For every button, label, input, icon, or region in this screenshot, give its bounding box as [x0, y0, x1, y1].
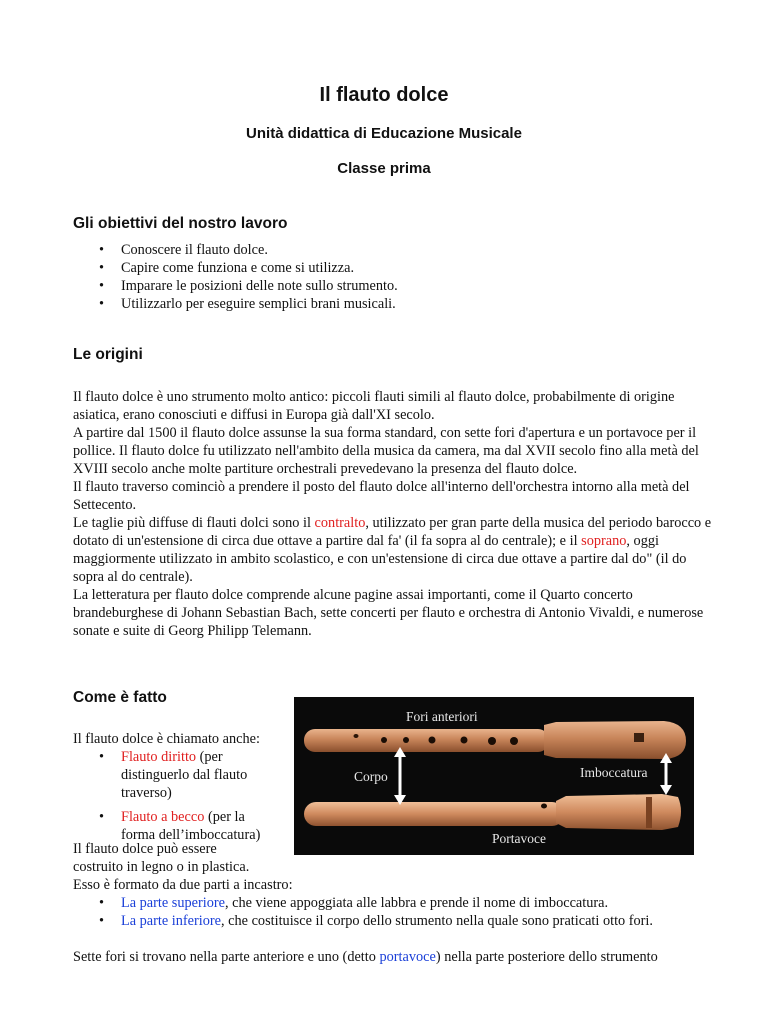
term-flauto-a-becco: Flauto a becco — [121, 809, 205, 825]
last-paragraph — [73, 948, 693, 966]
corpo-arrow — [394, 747, 406, 805]
recorder-upper — [304, 721, 686, 759]
label-portavoce: Portavoce — [492, 831, 546, 846]
paragraph: La letteratura per flauto dolce comprende alcune pagine assai importanti, come il Quarto concerto brandeburghese di Johann Sebastian Bach, sette concerti per flauto e orchestra di Antonio Vivaldi, e numerose sonate e suite di Georg Philipp Telemann. — [73, 587, 704, 639]
fatto-intro: Il flauto dolce è chiamato anche: — [73, 731, 260, 747]
term-parte-inferiore: La parte inferiore — [121, 913, 222, 929]
text-run: Sette fori si trovano nella parte anteriore e uno (detto — [73, 949, 380, 965]
text-line: Esso è formato da due parti a incastro: — [73, 877, 293, 893]
imboccatura-arrow — [660, 753, 672, 795]
text-run: traverso) — [121, 785, 172, 801]
class-label: Classe prima — [337, 160, 431, 177]
text-run: forma dell’imboccatura) — [121, 827, 261, 843]
list-item: • Capire come funziona e come si utilizza. — [73, 259, 713, 277]
origini-text — [73, 388, 713, 640]
paragraph: Il flauto dolce è uno strumento molto antico: piccoli flauti simili al flauto dolce, probabilmente di origine asiatica, erano conosciuti e diffusi in Europa già dall'XI secolo. — [73, 389, 675, 423]
list-item — [73, 748, 303, 802]
list-item — [73, 912, 713, 930]
term-parte-superiore: La parte superiore — [121, 895, 225, 911]
term-contralto: contralto — [314, 515, 366, 531]
text-run: (per — [196, 749, 223, 765]
recorder-lower — [304, 794, 681, 830]
page-subtitle: Unità didattica di Educazione Musicale — [246, 125, 522, 142]
label-fori-anteriori: Fori anteriori — [406, 709, 478, 724]
label-corpo: Corpo — [354, 769, 388, 784]
text-run: , che viene appoggiata alle labbra e prende il nome di imboccatura. — [225, 895, 609, 911]
text-run: ) nella parte posteriore dello strumento — [435, 949, 658, 965]
recorder-figure — [294, 697, 694, 855]
names-list — [73, 748, 303, 844]
list-item — [73, 808, 303, 844]
paragraph: A partire dal 1500 il flauto dolce assunse la sua forma standard, con sette fori d'apertura e un portavoce per il pollice. Il flauto dolce fu utilizzato nell'ambito della musica da camera, ma dal XVII secolo fino alla metà del XVIII secolo anche molte partiture orchestrali prevedevano la presenza del flauto dolce. — [73, 425, 699, 477]
text-line: costruito in legno o in plastica. — [73, 859, 250, 875]
list-item: • Utilizzarlo per eseguire semplici brani musicali. — [73, 295, 713, 313]
text-run: , utilizzato per gran parte della musica del periodo barocco e dotato di un'estensione di circa due ottave a partire dal fa' (il fa sopra al do centrale); e il — [73, 515, 712, 549]
paragraph — [73, 514, 713, 586]
label-imboccatura: Imboccatura — [580, 765, 648, 780]
paragraph: Il flauto traverso cominciò a prendere il posto del flauto dolce all'interno dell'orchestra intorno alla metà del Settecento. — [73, 479, 690, 513]
section-heading-origini: Le origini — [73, 346, 143, 363]
term-soprano: soprano — [581, 533, 627, 549]
list-item: • Conoscere il flauto dolce. — [73, 241, 713, 259]
term-flauto-diritto: Flauto diritto — [121, 749, 197, 765]
section-heading-fatto: Come è fatto — [73, 689, 167, 706]
objectives-list — [73, 241, 713, 313]
page-title: Il flauto dolce — [319, 84, 449, 106]
text-run: , oggi maggiormente utilizzato in ambito scolastico, e con un'estensione di circa due ottave a partire dal do" (il do sopra al do centrale). — [73, 533, 687, 585]
text-run: (per la — [204, 809, 245, 825]
term-portavoce: portavoce — [379, 949, 436, 965]
text-line: Il flauto dolce può essere — [73, 841, 217, 857]
list-item — [73, 894, 713, 912]
section-heading-obiettivi: Gli obiettivi del nostro lavoro — [73, 215, 288, 232]
text-run: Le taglie più diffuse di flauti dolci sono il — [73, 515, 315, 531]
text-run: distinguerlo dal flauto — [121, 767, 248, 783]
text-run: , che costituisce il corpo dello strumento nella quale sono praticati otto fori. — [221, 913, 653, 929]
parts-list — [73, 894, 713, 930]
list-item: • Imparare le posizioni delle note sullo strumento. — [73, 277, 713, 295]
